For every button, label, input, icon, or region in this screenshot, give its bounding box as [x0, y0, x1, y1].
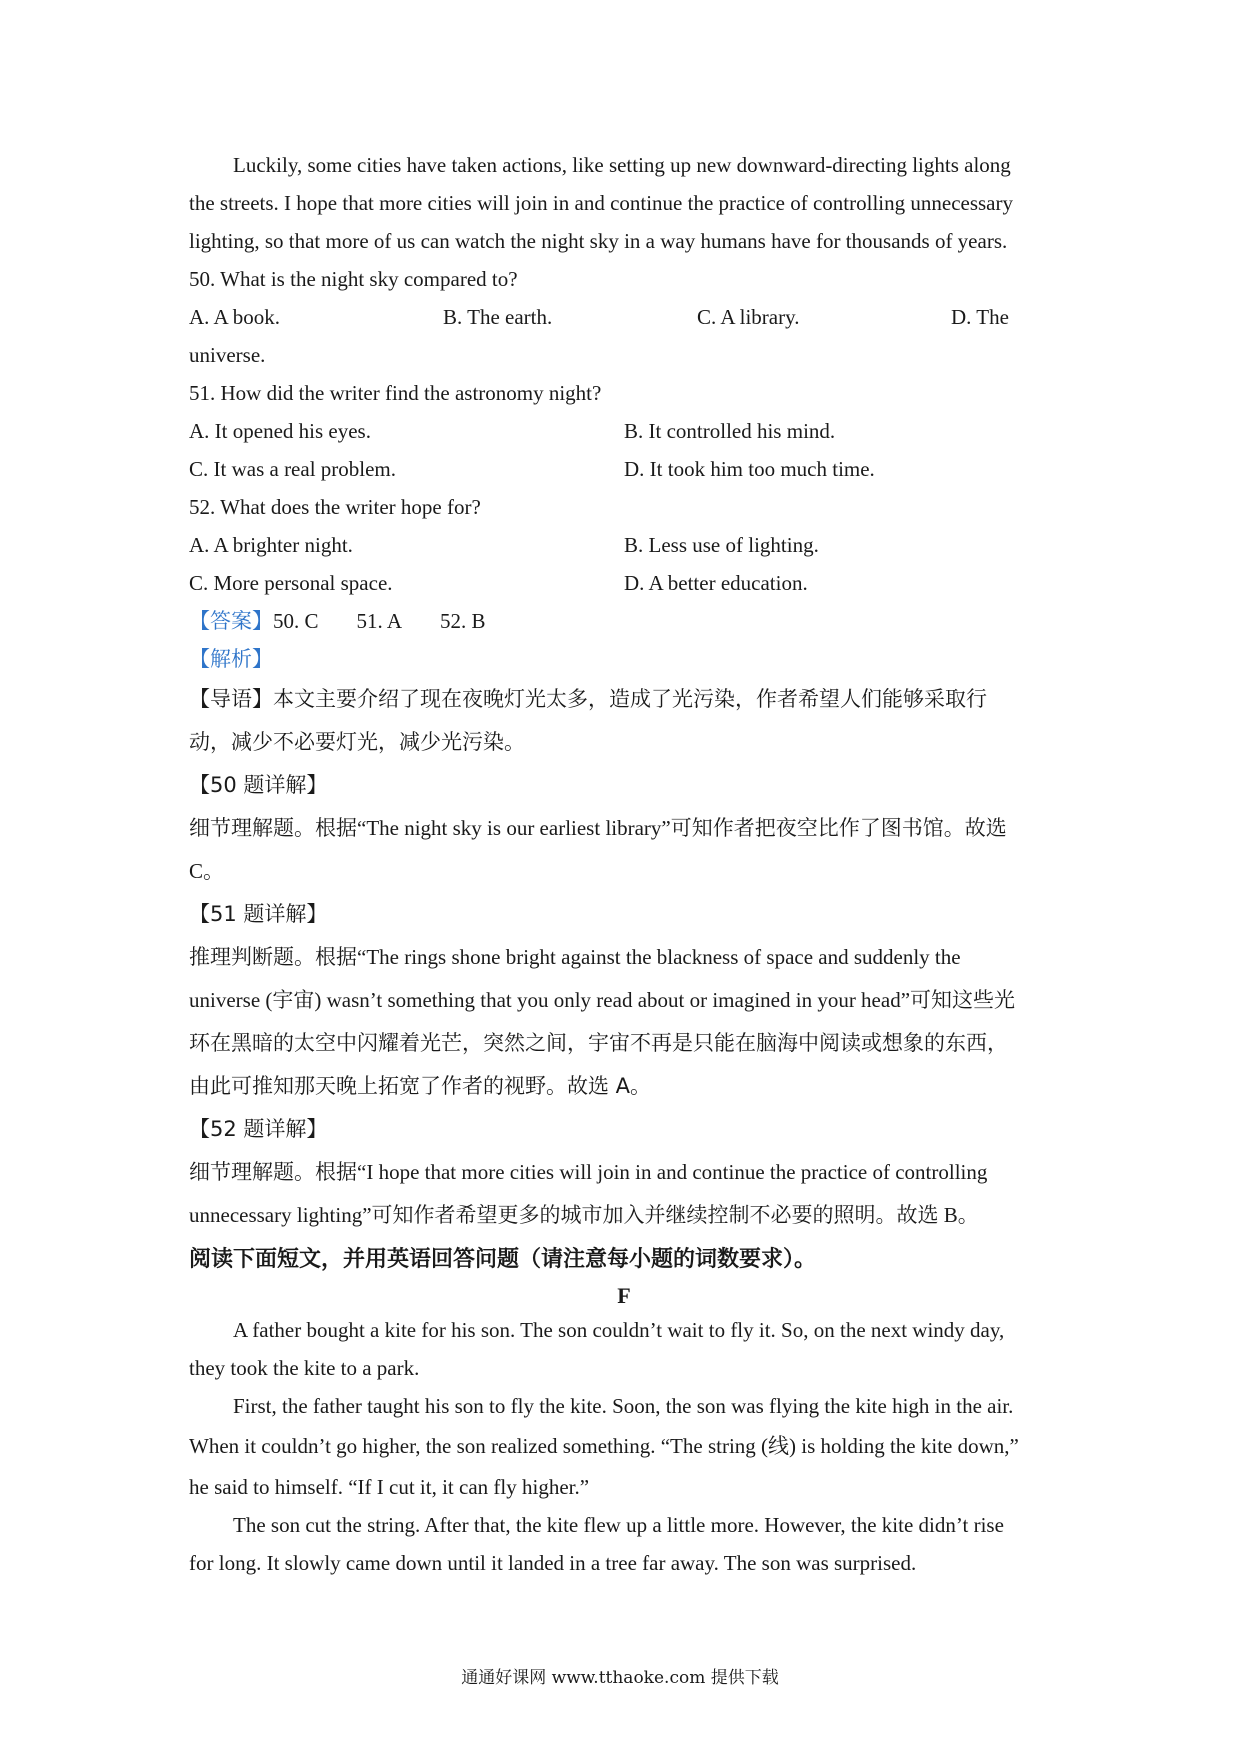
option-c: C. A library. — [697, 305, 800, 329]
passage-f-line: The son cut the string. After that, the kite flew up a little more. However, the kite didn’t rise — [233, 1513, 1004, 1537]
detail-heading-51: 【51 题详解】 — [189, 902, 328, 926]
option-c: C. More personal space. — [189, 571, 393, 595]
option-c: C. It was a real problem. — [189, 457, 397, 481]
passage-ending — [189, 146, 1059, 260]
question-51 — [189, 374, 1059, 488]
detail-51: 由此可推知那天晚上拓宽了作者的视野。故选 A。 — [189, 1074, 652, 1098]
detail-52: unnecessary lighting”可知作者希望更多的城市加入并继续控制不必要的照明。故选 B。 — [189, 1203, 979, 1227]
detail-51: 环在黑暗的太空中闪耀着光芒，突然之间，宇宙不再是只能在脑海中阅读或想象的东西， — [189, 1031, 1008, 1055]
option-b: B. It controlled his mind. — [624, 419, 836, 443]
answer-52: 52. B — [440, 609, 486, 633]
detail-51: universe (宇宙) wasn’t something that you only read about or imagined in your head”可知这些光 — [189, 988, 1016, 1012]
option-d-continued: universe. — [189, 343, 266, 367]
passage-line: Luckily, some cities have taken actions, like setting up new downward-directing lights along — [233, 153, 1011, 177]
question-50 — [189, 260, 1059, 374]
passage-f-line: First, the father taught his son to fly the kite. Soon, the son was flying the kite high in the air. — [233, 1394, 1014, 1418]
analysis-intro: 【导语】本文主要介绍了现在夜晚灯光太多，造成了光污染，作者希望人们能够采取行 — [189, 687, 987, 711]
passage-f-line: they took the kite to a park. — [189, 1356, 420, 1380]
detail-50: 细节理解题。根据“The night sky is our earliest library”可知作者把夜空比作了图书馆。故选 — [189, 816, 1007, 840]
options-row — [189, 298, 1059, 336]
detail-50: C。 — [189, 859, 225, 883]
option-d: D. A better education. — [624, 571, 808, 595]
passage-f-line: he said to himself. “If I cut it, it can fly higher.” — [189, 1475, 590, 1499]
passage-line: lighting, so that more of us can watch the night sky in a way humans have for thousands of years. — [189, 229, 1008, 253]
option-b: B. The earth. — [443, 305, 553, 329]
options-row — [189, 526, 1059, 564]
answer-50: 50. C — [273, 609, 319, 633]
detail-heading-52: 【52 题详解】 — [189, 1117, 328, 1141]
section-instruction: 阅读下面短文，并用英语回答问题（请注意每小题的词数要求）。 — [189, 1247, 817, 1272]
question-stem: 51. How did the writer find the astronomy night? — [189, 381, 602, 405]
section-letter: F — [617, 1283, 631, 1308]
options-row — [189, 450, 1059, 488]
passage-f-line: When it couldn’t go higher, the son realized something. “The string (线) is holding the kite down,” — [189, 1434, 1019, 1458]
option-d: D. The — [951, 305, 1009, 329]
option-a: A. It opened his eyes. — [189, 419, 371, 443]
question-52 — [189, 488, 1059, 602]
options-row — [189, 564, 1059, 602]
answer-51: 51. A — [356, 609, 403, 633]
passage-line: the streets. I hope that more cities will join in and continue the practice of controlling unnecessary — [189, 191, 1013, 215]
option-a: A. A book. — [189, 305, 281, 329]
option-a: A. A brighter night. — [189, 533, 353, 557]
option-d: D. It took him too much time. — [624, 457, 875, 481]
passage-f-line: A father bought a kite for his son. The son couldn’t wait to fly it. So, on the next windy day, — [233, 1318, 1005, 1342]
analysis-intro: 动，减少不必要灯光，减少光污染。 — [189, 730, 525, 754]
page-footer: 通通好课网 www.tthaoke.com 提供下载 — [461, 1668, 779, 1688]
page-content — [189, 146, 1059, 1582]
detail-51: 推理判断题。根据“The rings shone bright against the blackness of space and suddenly the — [189, 945, 961, 969]
answer-label: 【答案】 — [189, 609, 273, 633]
passage-f — [189, 1311, 1059, 1582]
analysis-body — [189, 678, 1059, 1237]
detail-52: 细节理解题。根据“I hope that more cities will join in and continue the practice of controlling — [189, 1160, 988, 1184]
question-stem: 50. What is the night sky compared to? — [189, 267, 518, 291]
passage-f-line: for long. It slowly came down until it landed in a tree far away. The son was surprised. — [189, 1551, 917, 1575]
options-row — [189, 412, 1059, 450]
answer-line — [189, 602, 1059, 640]
option-b: B. Less use of lighting. — [624, 533, 819, 557]
analysis-label: 【解析】 — [189, 647, 273, 671]
question-stem: 52. What does the writer hope for? — [189, 495, 481, 519]
detail-heading-50: 【50 题详解】 — [189, 773, 328, 797]
